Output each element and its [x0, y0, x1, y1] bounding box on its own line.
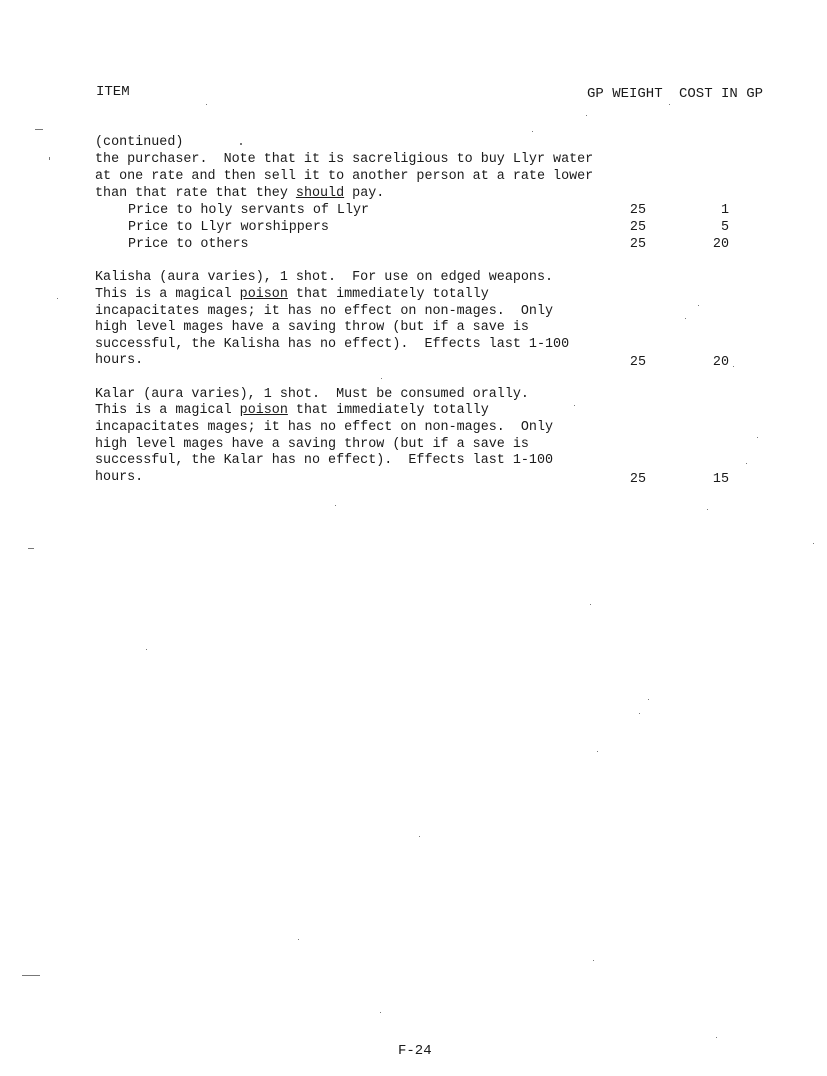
price-row-label: Price to Llyr worshippers: [128, 220, 329, 235]
price-row-cost: 1: [720, 203, 729, 218]
underlined-word: poison: [239, 287, 288, 302]
entry-text-line: incapacitates mages; it has no effect on non-mages. Only: [95, 420, 554, 435]
text-fragment: than that rate that they: [95, 186, 296, 201]
entry-text-line: successful, the Kalisha has no effect). Effects last 1-100: [95, 337, 570, 352]
text-fragment: This is a magical: [95, 287, 240, 302]
entry-text-line: at one rate and then sell it to another person at a rate lower: [95, 169, 594, 184]
entry-weight: 25: [629, 355, 646, 370]
underlined-word: poison: [239, 403, 288, 418]
column-header-gp-weight: GP WEIGHT: [587, 86, 663, 102]
entry-text-line: high level mages have a saving throw (but if a save is: [95, 437, 529, 452]
column-header-cost: COST IN GP: [679, 86, 764, 102]
price-row-weight: 25: [629, 237, 646, 252]
price-row-label: Price to others: [128, 237, 249, 252]
text-fragment: This is a magical: [95, 403, 240, 418]
text-fragment: pay.: [344, 186, 385, 201]
entry-title-line: Kalisha (aura varies), 1 shot. For use on edged weapons.: [95, 270, 554, 285]
entry-text-line: [95, 403, 489, 420]
entry-text-line: high level mages have a saving throw (but if a save is: [95, 320, 529, 335]
column-header-item: ITEM: [96, 84, 130, 100]
entry-text-line: the purchaser. Note that it is sacreligious to buy Llyr water: [95, 152, 594, 167]
price-row-label: Price to holy servants of Llyr: [128, 203, 370, 218]
page-number: F-24: [398, 1043, 432, 1059]
entry-text-line: [95, 186, 384, 203]
entry-cost: 20: [712, 355, 729, 370]
text-fragment: that immediately totally: [287, 403, 489, 418]
entry-cost: 15: [712, 472, 729, 487]
price-row-weight: 25: [629, 220, 646, 235]
text-fragment: that immediately totally: [287, 287, 489, 302]
underlined-word: should: [295, 186, 345, 201]
price-row-cost: 5: [720, 220, 729, 235]
price-row-weight: 25: [629, 203, 646, 218]
entry-text-line: successful, the Kalar has no effect). Effects last 1-100: [95, 453, 554, 468]
continued-label: (continued): [95, 135, 184, 150]
entry-text-line: hours.: [95, 470, 144, 485]
entry-weight: 25: [629, 472, 646, 487]
entry-text-line: [95, 287, 489, 304]
price-row-cost: 20: [712, 237, 729, 252]
entry-text-line: hours.: [95, 353, 144, 368]
entry-text-line: incapacitates mages; it has no effect on non-mages. Only: [95, 304, 554, 319]
entry-title-line: Kalar (aura varies), 1 shot. Must be consumed orally.: [95, 387, 529, 402]
